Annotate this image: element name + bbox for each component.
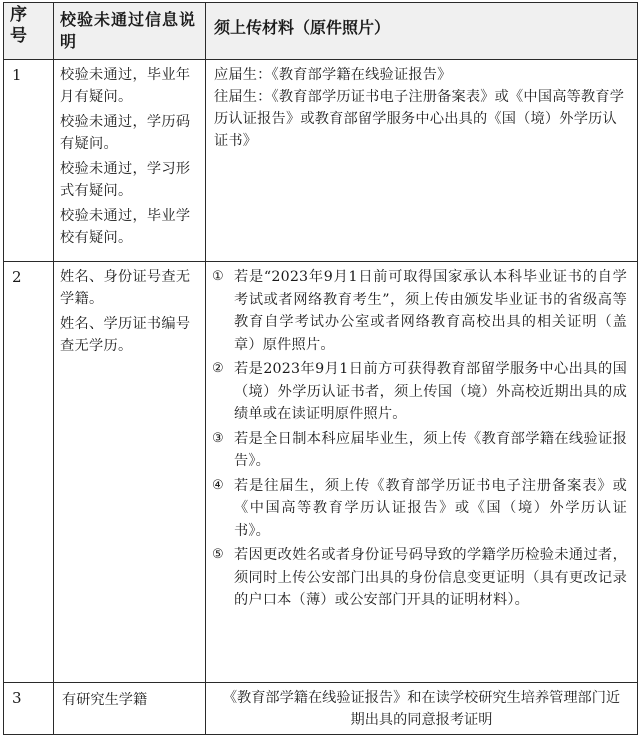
list-item-text: 若是2023年9月1日前方可获得教育部留学服务中心出具的国（境）外学历认证书者，须上传国（境）外高校近期出具的成绩单或在读证明原件照片。 <box>234 361 627 422</box>
circled-number: ① <box>212 269 224 284</box>
table-row-2 <box>4 262 638 683</box>
materials-cell <box>206 60 638 262</box>
materials-text: 应届生：《教育部学籍在线验证报告》 <box>214 67 452 83</box>
table-header-row <box>4 3 638 60</box>
list-item-text: 若因更改姓名或者身份证号码导致的学籍学历检验未通过者，须同时上传公安部门出具的身份信息变更证明（具有更改记录的户口本（薄）或公安部门开具的证明材料）。 <box>234 547 627 608</box>
circled-number: ③ <box>212 430 224 446</box>
row-number: 2 <box>4 262 54 683</box>
list-item-text: 若是往届生，须上传《教育部学历证书电子注册备案表》或《中国高等教育学历认证报告》或《国（境）外学历认证书》。 <box>234 477 627 539</box>
materials-list-cell <box>206 262 638 683</box>
header-reason: 校验未通过信息说明 <box>54 3 206 60</box>
reason-cell <box>54 262 206 683</box>
list-item <box>212 544 627 612</box>
row-number: 3 <box>4 683 54 735</box>
materials-cell: 《教育部学籍在线验证报告》和在读学校研究生培养管理部门近期出具的同意报考证明 <box>206 683 638 735</box>
reason-text: 姓名、学历证书编号查无学历。 <box>60 316 191 354</box>
header-materials: 须上传材料（原件照片） <box>206 3 638 60</box>
reason-text: 校验未通过，毕业年月有疑问。 <box>60 67 191 105</box>
reason-cell: 有研究生学籍 <box>54 683 206 735</box>
reason-cell <box>54 60 206 262</box>
circled-number: ② <box>212 361 224 376</box>
reason-text: 校验未通过，学习形式有疑问。 <box>60 161 191 199</box>
row-number: 1 <box>4 60 54 262</box>
verification-table <box>3 2 638 735</box>
reason-text: 姓名、身份证号查无学籍。 <box>60 269 191 307</box>
materials-text: 往届生：《教育部学历证书电子注册备案表》或《中国高等教育学历认证报告》或教育部留学服务中心出具的《国（境）外学历认证书》 <box>214 89 625 149</box>
header-no <box>4 3 54 60</box>
list-item-text: 若是“2023年9月1日前可取得国家承认本科毕业证书的自学考试或者网络教育考生”，须上传由颁发毕业证书的省级高等教育自学考试办公室或者网络教育高校出具的相关证明（盖章）原件照片。 <box>234 269 627 353</box>
list-item <box>212 266 627 356</box>
list-item <box>212 428 627 473</box>
circled-number: ④ <box>212 477 224 493</box>
list-item <box>212 358 627 426</box>
reason-text: 校验未通过，学历码有疑问。 <box>60 114 191 152</box>
header-no-char-2: 号 <box>10 26 27 46</box>
table-row-1 <box>4 60 638 262</box>
circled-number: ⑤ <box>212 547 224 562</box>
list-item-text: 若是全日制本科应届毕业生，须上传《教育部学籍在线验证报告》。 <box>234 430 627 469</box>
table-row-3 <box>4 683 638 735</box>
header-no-char-1: 序 <box>10 5 27 25</box>
reason-text: 校验未通过，毕业学校有疑问。 <box>60 208 191 246</box>
list-item <box>212 475 627 543</box>
